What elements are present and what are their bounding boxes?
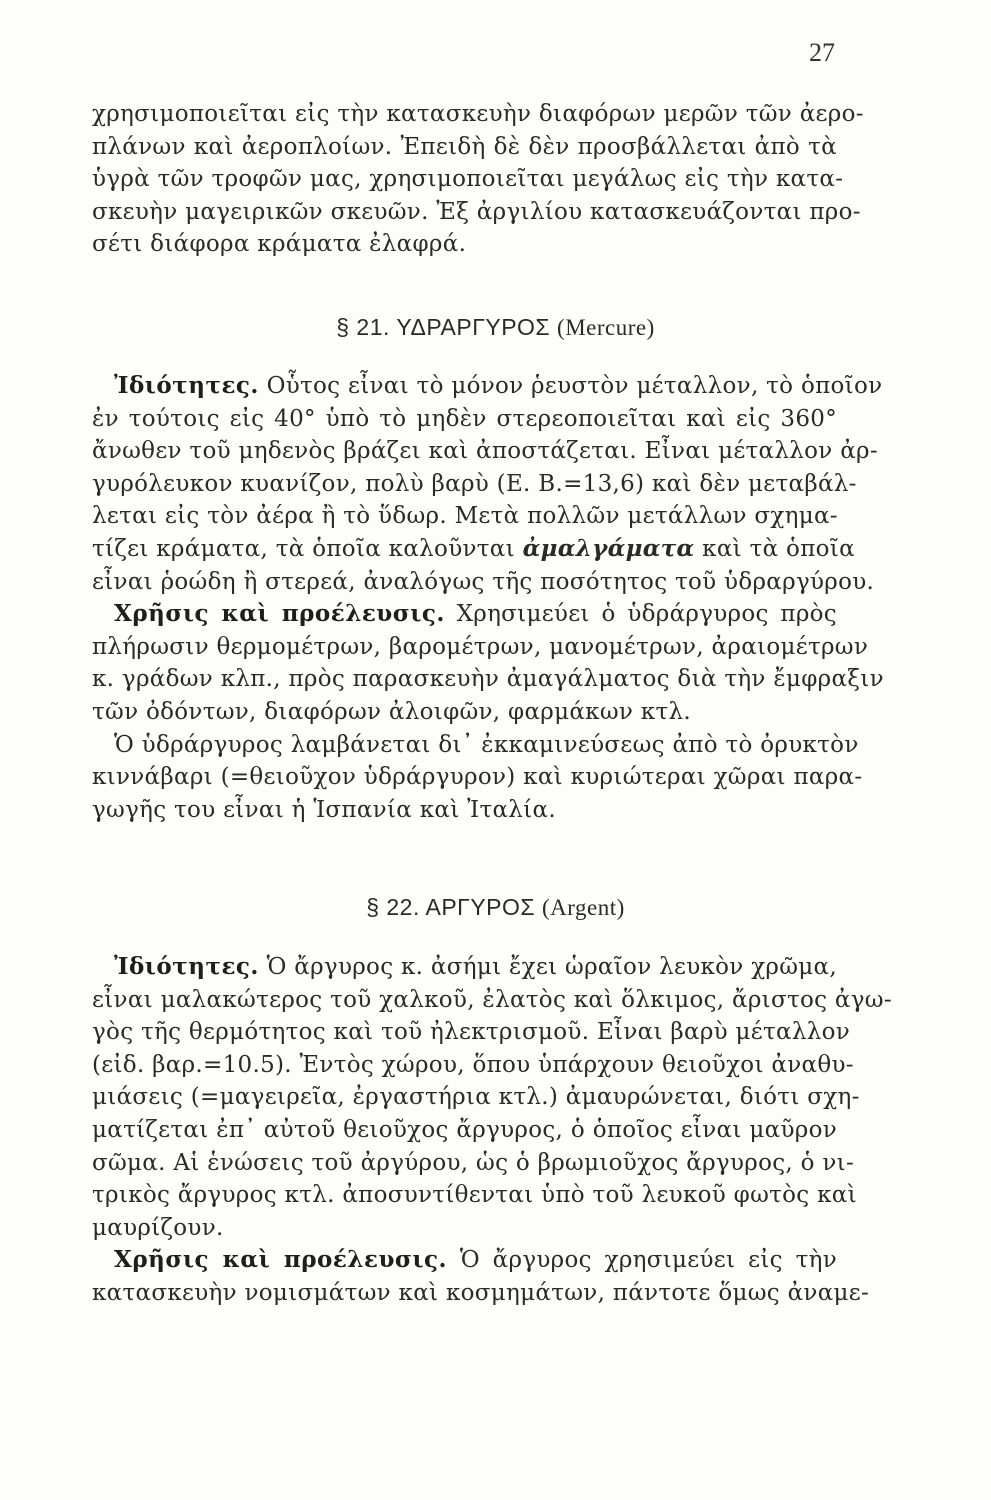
text-span: Χρησιμεύει ὁ ὑδράργυρος πρὸς xyxy=(456,601,837,628)
text-line: τῶν ὀδόντων, διαφόρων ἀλοιφῶν, φαρμάκων κτλ. xyxy=(92,698,691,725)
text-line: χρησιμοποιεῖται εἰς τὴν κατασκευὴν διαφόρων μερῶν τῶν ἀερο- xyxy=(92,101,864,127)
section-21-body xyxy=(92,370,884,826)
text-line xyxy=(92,533,855,566)
section-22-heading xyxy=(0,894,991,921)
text-line: μιάσεις (=μαγειρεῖα, ἐργαστήρια κτλ.) ἀμαυρώνεται, διότι σχη- xyxy=(92,1084,860,1111)
intro-paragraph xyxy=(92,98,864,261)
text-line: ἄνωθεν τοῦ μηδενὸς βράζει καὶ ἀποστάζεται. Εἶναι μέταλλον ἀρ- xyxy=(92,438,878,465)
text-line: σέτι διάφορα κράματα ἐλαφρά. xyxy=(92,231,467,258)
text-line: λεται εἰς τὸν ἀέρα ἢ τὸ ὕδωρ. Μετὰ πολλῶν μετάλλων σχημα- xyxy=(92,503,838,530)
text-span: Ὁ ἄργυρος κ. ἀσήμι ἔχει ὡραῖον λευκὸν χρῶμα, xyxy=(266,954,837,980)
text-line: εἶναι μαλακώτερος τοῦ χαλκοῦ, ἐλατὸς καὶ ὅλκιμος, ἄριστος ἀγω- xyxy=(92,986,892,1013)
text-line xyxy=(92,370,883,403)
text-line: κατασκευὴν νομισμάτων καὶ κοσμημάτων, πάντοτε ὅμως ἀναμε- xyxy=(92,1279,870,1306)
text-line: ὑγρὰ τῶν τροφῶν μας, χρησιμοποιεῖται μεγάλως εἰς τὴν κατα- xyxy=(92,166,844,193)
text-line: τρικὸς ἄργυρος κτλ. ἀποσυντίθενται ὑπὸ τοῦ λευκοῦ φωτὸς καὶ xyxy=(92,1182,857,1209)
text-line xyxy=(92,598,837,631)
emphasized-term: ἀμαλγάματα xyxy=(522,534,695,562)
section-title: ΥΔΡΑΡΓΥΡΟΣ xyxy=(396,314,551,340)
section-title: ΑΡΓΥΡΟΣ xyxy=(425,894,536,920)
section-number: § 22. xyxy=(366,894,420,920)
properties-label: Ἰδιότητες. xyxy=(114,372,259,399)
text-span: Ὁ ἄργυρος χρησιμεύει εἰς τὴν xyxy=(459,1247,837,1274)
text-line: εἶναι ῥοώδη ἢ στερεά, ἀναλόγως τῆς ποσότητος τοῦ ὑδραργύρου. xyxy=(92,568,875,595)
text-line: σκευὴν μαγειρικῶν σκευῶν. Ἐξ ἀργιλίου κατασκευάζονται προ- xyxy=(92,198,861,225)
text-line: σῶμα. Αἱ ἑνώσεις τοῦ ἀργύρου, ὡς ὁ βρωμιοῦχος ἄργυρος, ὁ νι- xyxy=(92,1149,855,1176)
text-line: ματίζεται ἐπ᾽ αὐτοῦ θειοῦχος ἄργυρος, ὁ ὁποῖος εἶναι μαῦρον xyxy=(92,1116,837,1143)
text-line: κ. γράδων κλπ., πρὸς παρασκευὴν ἀμαγάλματος διὰ τὴν ἔμφραξιν xyxy=(92,666,884,693)
text-line: γυρόλευκον κυανίζον, πολὺ βαρὺ (Ε. Β.=13,6) καὶ δὲν μεταβάλ- xyxy=(92,470,857,497)
section-latin-title: (Mercure) xyxy=(557,315,655,340)
text-line: μαυρίζουν. xyxy=(92,1214,224,1241)
section-number: § 21. xyxy=(336,314,390,340)
properties-label: Ἰδιότητες. xyxy=(114,953,259,980)
text-line: πλήρωσιν θερμομέτρων, βαρομέτρων, μανομέτρων, ἀραιομέτρων xyxy=(92,633,869,660)
text-line: (εἰδ. βαρ.=10.5). Ἐντὸς χώρου, ὅπου ὑπάρχουν θειοῦχοι ἀναθυ- xyxy=(92,1051,854,1078)
uses-label: Χρῆσις καὶ προέλευσις. xyxy=(114,600,445,628)
text-line xyxy=(92,1244,837,1277)
text-span: τίζει κράματα, τὰ ὁποῖα καλοῦνται xyxy=(92,535,515,562)
text-line: πλάνων καὶ ἀεροπλοίων. Ἐπειδὴ δὲ δὲν προσβάλλεται ἀπὸ τὰ xyxy=(92,133,837,160)
section-22-body xyxy=(92,951,892,1310)
section-latin-title: (Argent) xyxy=(542,895,625,920)
text-line: Ὁ ὑδράργυρος λαμβάνεται δι᾽ ἐκκαμινεύσεως ἀπὸ τὸ ὀρυκτὸν xyxy=(114,731,859,758)
text-line xyxy=(92,951,837,984)
uses-label: Χρῆσις καὶ προέλευσις. xyxy=(114,1246,448,1274)
text-span: Οὗτος εἶναι τὸ μόνον ῥευστὸν μέταλλον, τὸ ὁποῖον xyxy=(266,373,883,399)
text-line: γὸς τῆς θερμότητος καὶ τοῦ ἠλεκτρισμοῦ. Εἶναι βαρὺ μέταλλον xyxy=(92,1019,851,1046)
section-21-heading xyxy=(0,314,991,341)
text-span: καὶ τὰ ὁποῖα xyxy=(702,535,855,562)
text-line: κιννάβαρι (=θειοῦχον ὑδράργυρον) καὶ κυριώτεραι χῶραι παρα- xyxy=(92,764,863,791)
page-number: 27 xyxy=(809,38,835,67)
text-line: γωγῆς του εἶναι ἡ Ἱσπανία καὶ Ἰταλία. xyxy=(92,796,556,823)
text-line: ἐν τούτοις εἰς 40° ὑπὸ τὸ μηδὲν στερεοποιεῖται καὶ εἰς 360° xyxy=(92,405,837,432)
